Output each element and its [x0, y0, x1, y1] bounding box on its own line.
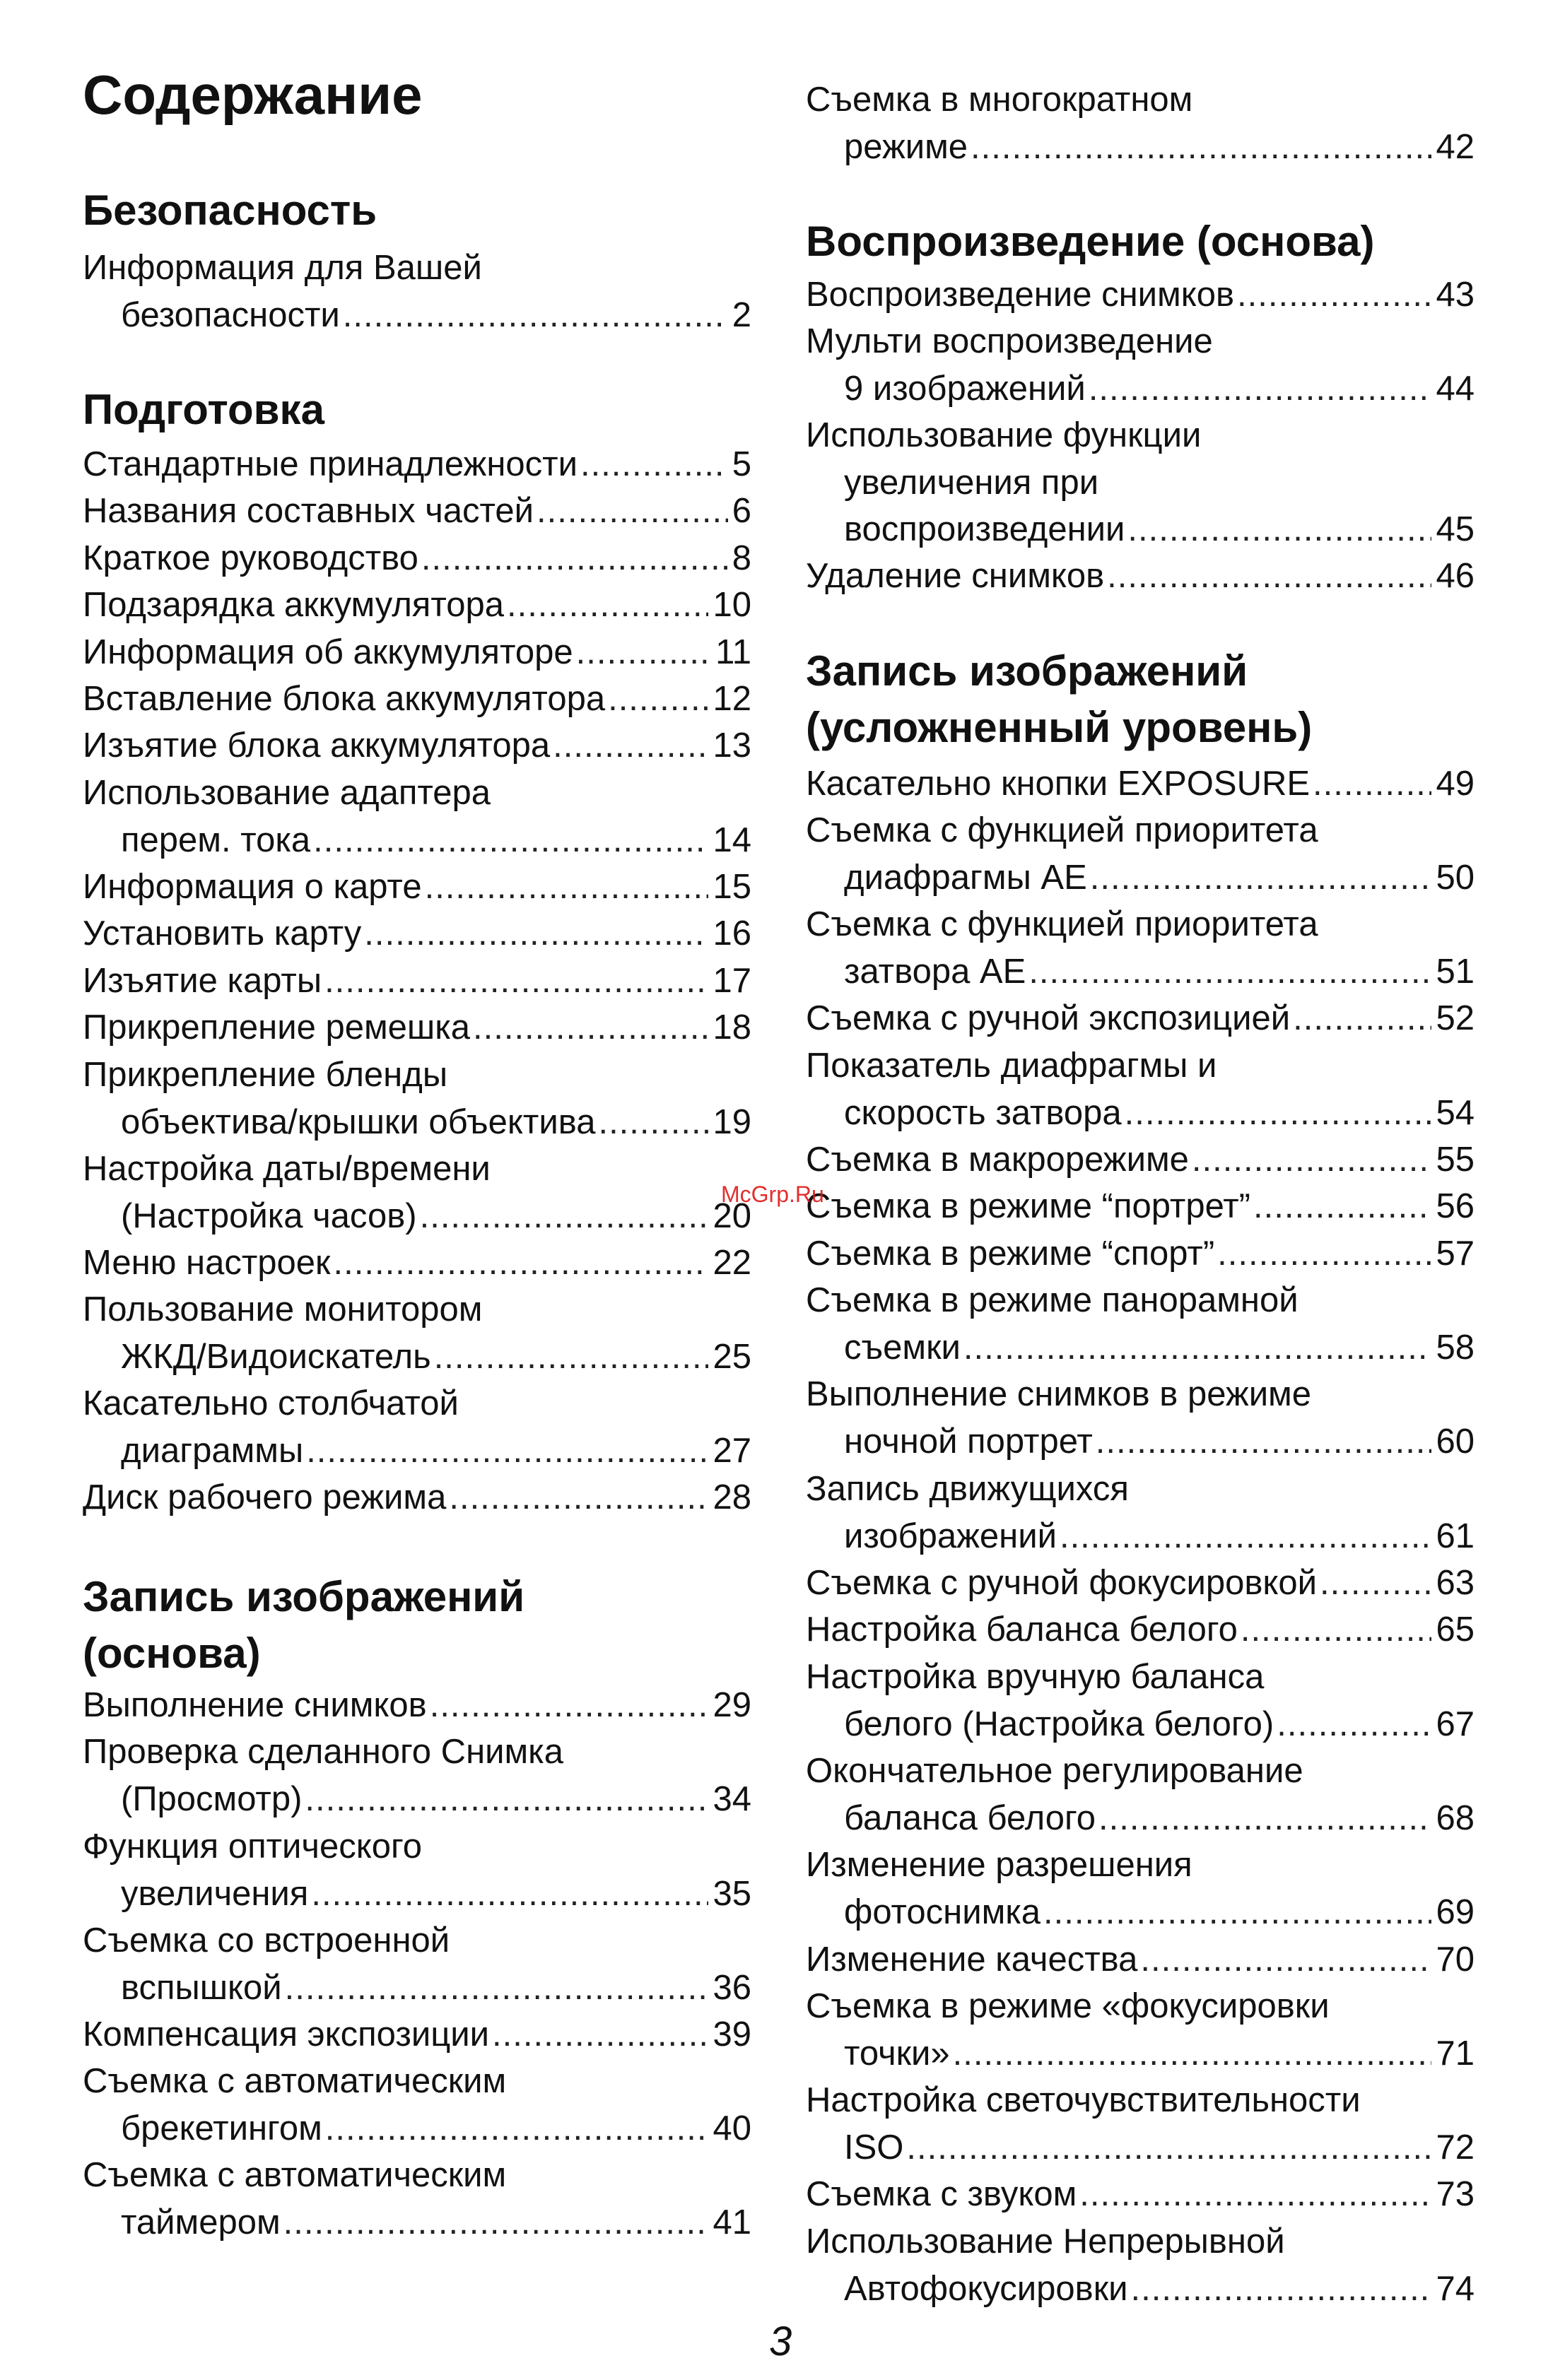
page-ref: 10 — [713, 586, 751, 624]
toc-entry[interactable]: Съемка в режиме “портрет” ..... 56 — [806, 1183, 1475, 1230]
toc-entry[interactable]: Удаление снимков ..... 46 — [806, 553, 1475, 600]
section-title-playback-basic: Воспроизведение (основа) — [806, 218, 1375, 265]
page-ref: 55 — [1436, 1141, 1475, 1179]
page-ref: 17 — [713, 962, 751, 1000]
page-ref: 45 — [1436, 510, 1475, 548]
page-ref: 57 — [1436, 1235, 1475, 1273]
toc-entry[interactable]: Настройка вручную баланса белого (Настройка белого) ..... 67 — [806, 1654, 1475, 1748]
page-ref: 20 — [713, 1196, 751, 1235]
page-ref: 50 — [1436, 858, 1475, 897]
page-ref: 71 — [1436, 2034, 1475, 2073]
toc-entry[interactable]: Съемка с звуком ..... 73 — [806, 2171, 1475, 2218]
toc-entry[interactable]: Съемка со встроенной вспышкой ..... 36 — [83, 1917, 751, 2011]
section-title-recording-basic: Запись изображений (основа) — [83, 1573, 525, 1677]
toc-entry[interactable]: Изменение качества ..... 70 — [806, 1936, 1475, 1984]
section-title-recording-advanced: Запись изображений (усложненный уровень) — [806, 647, 1313, 751]
page-ref: 2 — [732, 295, 751, 334]
toc-entry[interactable]: Функция оптического увеличения ..... 35 — [83, 1823, 751, 1917]
toc-entry[interactable]: Съемка в режиме “спорт” ..... 57 — [806, 1230, 1475, 1278]
toc-entry[interactable]: Съемка с ручной экспозицией ..... 52 — [806, 995, 1475, 1042]
page-ref: 70 — [1436, 1940, 1475, 1979]
page-ref: 27 — [713, 1431, 751, 1470]
watermark-text: McGrp.Ru — [721, 1182, 824, 1207]
toc-entry[interactable]: Съемка с автоматическим таймером ..... 41 — [83, 2152, 751, 2246]
toc-entry[interactable]: Настройка баланса белого ..... 65 — [806, 1606, 1475, 1654]
toc-entry[interactable]: Подзарядка аккумулятора ..... 10 — [83, 582, 751, 629]
page-ref: 49 — [1436, 765, 1475, 803]
page-ref: 8 — [732, 539, 751, 577]
toc-entry[interactable]: Выполнение снимков ..... 29 — [83, 1682, 751, 1729]
toc-entry[interactable]: Воспроизведение снимков ..... 43 — [806, 271, 1475, 319]
page-ref: 19 — [713, 1102, 751, 1141]
page-ref: 74 — [1436, 2269, 1475, 2308]
toc-entry[interactable]: Информация для Вашей безопасности ..... 2 — [83, 245, 751, 338]
toc-entry[interactable]: Выполнение снимков в режиме ночной портрет ..... 60 — [806, 1371, 1475, 1465]
page-ref: 65 — [1436, 1610, 1475, 1649]
toc-entry[interactable]: Прикрепление ремешка ..... 18 — [83, 1004, 751, 1051]
page-ref: 40 — [713, 2109, 751, 2148]
section-title-safety: Безопасность — [83, 187, 377, 234]
toc-entry[interactable]: Меню настроек ..... 22 — [83, 1239, 751, 1287]
page-ref: 58 — [1436, 1328, 1475, 1367]
toc-entry[interactable]: Съемка в режиме панорамной съемки ..... 58 — [806, 1277, 1475, 1371]
page-number: 3 — [769, 2319, 792, 2364]
page-ref: 67 — [1436, 1704, 1475, 1743]
toc-entry[interactable]: Использование функции увеличения при воспроизведении ..... 45 — [806, 412, 1475, 553]
toc-entry[interactable]: Касательно кнопки EXPOSURE ..... 49 — [806, 760, 1475, 808]
toc-entry[interactable]: Прикрепление бленды объектива/крышки объектива ..... 19 — [83, 1051, 751, 1145]
page-ref: 73 — [1436, 2175, 1475, 2213]
toc-entry[interactable]: Проверка сделанного Снимка (Просмотр) ..... 34 — [83, 1728, 751, 1822]
toc-entry[interactable]: Настройка даты/времени (Настройка часов) ..... 20 — [83, 1145, 751, 1239]
toc-entry[interactable]: Настройка светочувствительности ISO ..... 72 — [806, 2077, 1475, 2171]
toc-entry[interactable]: Касательно столбчатой диаграммы ..... 27 — [83, 1380, 751, 1474]
page-ref: 69 — [1436, 1892, 1475, 1931]
page-ref: 63 — [1436, 1564, 1475, 1602]
page-ref: 56 — [1436, 1187, 1475, 1225]
page-ref: 16 — [713, 914, 751, 953]
toc-entry[interactable]: Съемка с автоматическим брекетингом ..... 40 — [83, 2058, 751, 2152]
page-ref: 34 — [713, 1779, 751, 1818]
page-ref: 18 — [713, 1008, 751, 1047]
page-ref: 39 — [713, 2015, 751, 2054]
toc-entry[interactable]: Использование адаптера перем. тока ..... 14 — [83, 770, 751, 864]
toc-entry[interactable]: Вставление блока аккумулятора ..... 12 — [83, 676, 751, 723]
toc-entry[interactable]: Изъятие блока аккумулятора ..... 13 — [83, 722, 751, 770]
toc-entry[interactable]: Диск рабочего режима ..... 28 — [83, 1474, 751, 1521]
toc-entry[interactable]: Краткое руководство ..... 8 — [83, 535, 751, 582]
page-ref: 36 — [713, 1968, 751, 2007]
toc-entry[interactable]: Информация о карте ..... 15 — [83, 864, 751, 911]
toc-entry[interactable]: Пользование монитором ЖКД/Видоискатель ..... 25 — [83, 1286, 751, 1380]
toc-entry[interactable]: Показатель диафрагмы и скорость затвора ..... 54 — [806, 1042, 1475, 1136]
toc-entry[interactable]: Запись движущихся изображений ..... 61 — [806, 1466, 1475, 1560]
page-ref: 52 — [1436, 999, 1475, 1037]
toc-entry[interactable]: Информация об аккумуляторе ..... 11 — [83, 629, 751, 676]
page-ref: 22 — [713, 1244, 751, 1282]
page-ref: 44 — [1436, 369, 1475, 408]
page-ref: 29 — [713, 1686, 751, 1724]
page-ref: 43 — [1436, 276, 1475, 314]
page-title: Содержание — [83, 64, 423, 126]
toc-entry[interactable]: Съемка в макрорежиме ..... 55 — [806, 1136, 1475, 1184]
toc-entry[interactable]: Мульти воспроизведение 9 изображений ..... 44 — [806, 318, 1475, 412]
page-ref: 61 — [1436, 1516, 1475, 1555]
page-ref: 41 — [713, 2203, 751, 2241]
section-title-preparation: Подготовка — [83, 386, 324, 433]
toc-entry[interactable]: Названия составных частей ..... 6 — [83, 488, 751, 535]
page-ref: 11 — [715, 633, 751, 671]
page-ref: 72 — [1436, 2128, 1475, 2167]
toc-entry[interactable]: Съемка с функцией приоритета диафрагмы AE ..... 50 — [806, 807, 1475, 901]
page-ref: 54 — [1436, 1093, 1475, 1132]
toc-entry[interactable]: Окончательное регулирование баланса белого ..... 68 — [806, 1748, 1475, 1842]
page-ref: 13 — [713, 726, 751, 765]
toc-entry[interactable]: Изъятие карты ..... 17 — [83, 958, 751, 1005]
page-ref: 35 — [713, 1874, 751, 1913]
toc-entry[interactable]: Компенсация экспозиции ..... 39 — [83, 2011, 751, 2058]
page-ref: 5 — [732, 445, 751, 483]
toc-entry[interactable]: Установить карту ..... 16 — [83, 910, 751, 958]
page-ref: 28 — [713, 1478, 751, 1516]
toc-entry[interactable]: Съемка в многократном режиме ..... 42 — [806, 76, 1475, 170]
page-ref: 46 — [1436, 557, 1475, 595]
page-ref: 42 — [1436, 127, 1475, 166]
page-ref: 6 — [732, 492, 751, 530]
toc-entry[interactable]: Съемка с ручной фокусировкой ..... 63 — [806, 1560, 1475, 1607]
page-ref: 25 — [713, 1337, 751, 1376]
page-ref: 12 — [713, 680, 751, 718]
page-ref: 51 — [1436, 952, 1475, 991]
toc-entry[interactable]: Использование Непрерывной Автофокусировки ..... 74 — [806, 2218, 1475, 2312]
toc-entry[interactable]: Стандартные принадлежности ..... 5 — [83, 441, 751, 488]
page-ref: 68 — [1436, 1798, 1475, 1837]
toc-entry[interactable]: Изменение разрешения фотоснимка ..... 69 — [806, 1842, 1475, 1936]
page-ref: 15 — [713, 868, 751, 906]
toc-entry[interactable]: Съемка в режиме «фокусировки точки» ..... 71 — [806, 1983, 1475, 2077]
toc-entry[interactable]: Съемка с функцией приоритета затвора AE ..... 51 — [806, 901, 1475, 995]
page-ref: 14 — [713, 820, 751, 859]
page-ref: 60 — [1436, 1422, 1475, 1461]
